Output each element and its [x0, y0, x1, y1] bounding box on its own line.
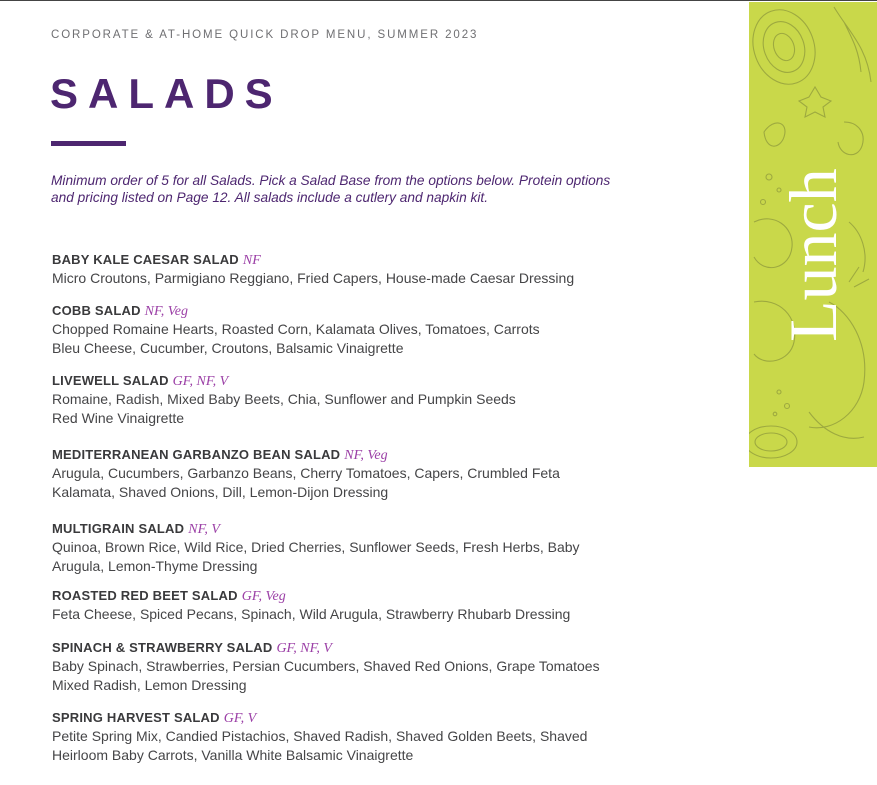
- salad-name: SPRING HARVEST SALAD: [52, 710, 220, 725]
- salad-name: BABY KALE CAESAR SALAD: [52, 252, 239, 267]
- menu-subtitle: CORPORATE & AT-HOME QUICK DROP MENU, SUMMER 2023: [51, 29, 479, 41]
- salad-description: Arugula, Cucumbers, Garbanzo Beans, Cherry Tomatoes, Capers, Crumbled Feta Kalamata, Shaved Onions, Dill, Lemon-Dijon Dressing: [52, 465, 560, 500]
- salad-item: [52, 587, 692, 624]
- title-underline: [51, 141, 126, 146]
- salad-item: [52, 302, 692, 358]
- salad-name: MULTIGRAIN SALAD: [52, 521, 185, 536]
- salad-description: Baby Spinach, Strawberries, Persian Cucumbers, Shaved Red Onions, Grape Tomatoes Mixed Radish, Lemon Dressing: [52, 658, 600, 693]
- lunch-side-panel: [749, 2, 877, 467]
- diet-tags: NF: [242, 253, 261, 268]
- salad-item: [52, 520, 692, 576]
- salad-item: [52, 251, 692, 288]
- salad-description: Petite Spring Mix, Candied Pistachios, Shaved Radish, Shaved Golden Beets, Shaved Heirloom Baby Carrots, Vanilla White Balsamic Vinaigrette: [52, 728, 588, 763]
- salad-name: MEDITERRANEAN GARBANZO BEAN SALAD: [52, 447, 341, 462]
- salad-description: Chopped Romaine Hearts, Roasted Corn, Kalamata Olives, Tomatoes, Carrots Bleu Cheese, Cucumber, Croutons, Balsamic Vinaigrette: [52, 321, 540, 356]
- diet-tags: GF, Veg: [241, 589, 286, 604]
- lunch-label: Lunch: [775, 168, 851, 342]
- salad-description: Feta Cheese, Spiced Pecans, Spinach, Wild Arugula, Strawberry Rhubarb Dressing: [52, 606, 571, 622]
- salad-description: Romaine, Radish, Mixed Baby Beets, Chia, Sunflower and Pumpkin Seeds Red Wine Vinaigrette: [52, 391, 516, 426]
- diet-tags: GF, NF, V: [276, 641, 332, 656]
- top-border: [0, 0, 877, 1]
- page-title: SALADS: [50, 70, 283, 117]
- diet-tags: NF, Veg: [144, 304, 188, 319]
- salad-item: [52, 372, 692, 428]
- salad-name: SPINACH & STRAWBERRY SALAD: [52, 640, 273, 655]
- diet-tags: GF, V: [223, 711, 257, 726]
- diet-tags: GF, NF, V: [172, 374, 229, 389]
- salad-item: [52, 639, 692, 695]
- salad-item: [52, 709, 692, 765]
- intro-text: Minimum order of 5 for all Salads. Pick a Salad Base from the options below. Protein options and pricing listed on Page 12. All salads include a cutlery and napkin kit.: [51, 173, 611, 205]
- salad-description: Quinoa, Brown Rice, Wild Rice, Dried Cherries, Sunflower Seeds, Fresh Herbs, Baby Arugula, Lemon-Thyme Dressing: [52, 539, 580, 574]
- salad-description: Micro Croutons, Parmigiano Reggiano, Fried Capers, House-made Caesar Dressing: [52, 270, 575, 286]
- diet-tags: NF, V: [188, 522, 220, 537]
- diet-tags: NF, Veg: [344, 448, 388, 463]
- salad-name: LIVEWELL SALAD: [52, 373, 169, 388]
- salad-item: [52, 446, 692, 502]
- salad-name: COBB SALAD: [52, 303, 141, 318]
- salad-name: ROASTED RED BEET SALAD: [52, 588, 238, 603]
